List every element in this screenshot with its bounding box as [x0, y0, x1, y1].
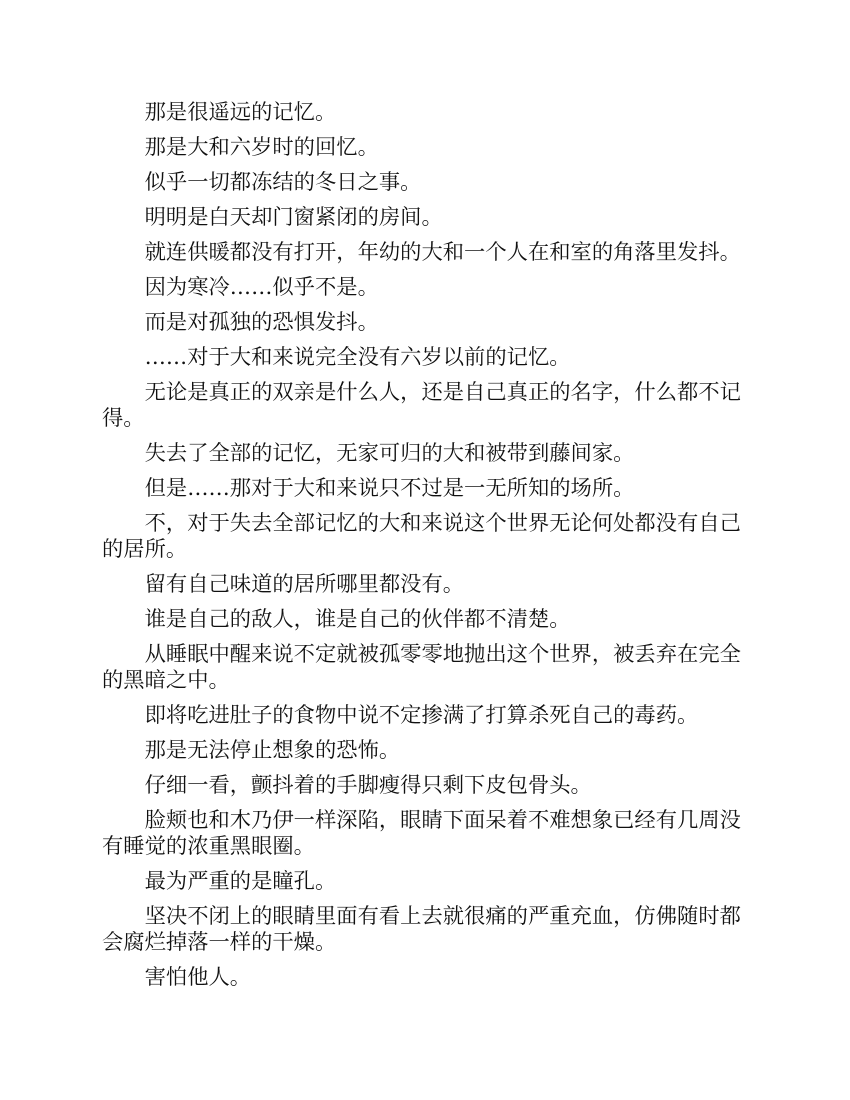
- paragraph: 仔细一看，颤抖着的手脚瘦得只剩下皮包骨头。: [144, 773, 592, 798]
- paragraph: 失去了全部的记忆，无家可归的大和被带到藤间家。: [144, 441, 635, 466]
- paragraph: 脸颊也和木乃伊一样深陷，眼睛下面呆着不难想象已经有几周没有睡觉的浓重黑眼圈。: [102, 808, 741, 859]
- paragraph: 坚决不闭上的眼睛里面有看上去就很痛的严重充血，仿佛随时都会腐烂掉落一样的干燥。: [102, 904, 741, 955]
- paragraph: 而是对孤独的恐惧发抖。: [144, 310, 379, 335]
- paragraph: 即将吃进肚子的食物中说不定掺满了打算杀死自己的毒药。: [144, 703, 699, 728]
- paragraph: ……对于大和来说完全没有六岁以前的记忆。: [144, 345, 571, 370]
- paragraph: 那是无法停止想象的恐怖。: [144, 738, 401, 763]
- paragraph: 明明是白天却门窗紧闭的房间。: [144, 205, 443, 230]
- paragraph: 但是……那对于大和来说只不过是一无所知的场所。: [144, 476, 635, 501]
- paragraph: 谁是自己的敌人，谁是自己的伙伴都不清楚。: [144, 607, 571, 632]
- paragraph: 无论是真正的双亲是什么人，还是自己真正的名字，什么都不记得。: [102, 380, 741, 431]
- document-page: [102, 100, 747, 1000]
- paragraph: 似乎一切都冻结的冬日之事。: [144, 170, 422, 195]
- paragraph: 最为严重的是瞳孔。: [144, 869, 337, 894]
- paragraph: 不，对于失去全部记忆的大和来说这个世界无论何处都没有自己的居所。: [102, 511, 741, 562]
- paragraph: 害怕他人。: [144, 965, 252, 990]
- paragraph: 那是大和六岁时的回忆。: [144, 135, 379, 160]
- paragraph: 因为寒冷……似乎不是。: [144, 275, 379, 300]
- paragraph: 那是很遥远的记忆。: [144, 100, 337, 125]
- paragraph: 就连供暖都没有打开，年幼的大和一个人在和室的角落里发抖。: [144, 240, 741, 265]
- paragraph: 从睡眠中醒来说不定就被孤零零地抛出这个世界，被丢弃在完全的黑暗之中。: [102, 642, 741, 693]
- paragraph: 留有自己味道的居所哪里都没有。: [144, 572, 465, 597]
